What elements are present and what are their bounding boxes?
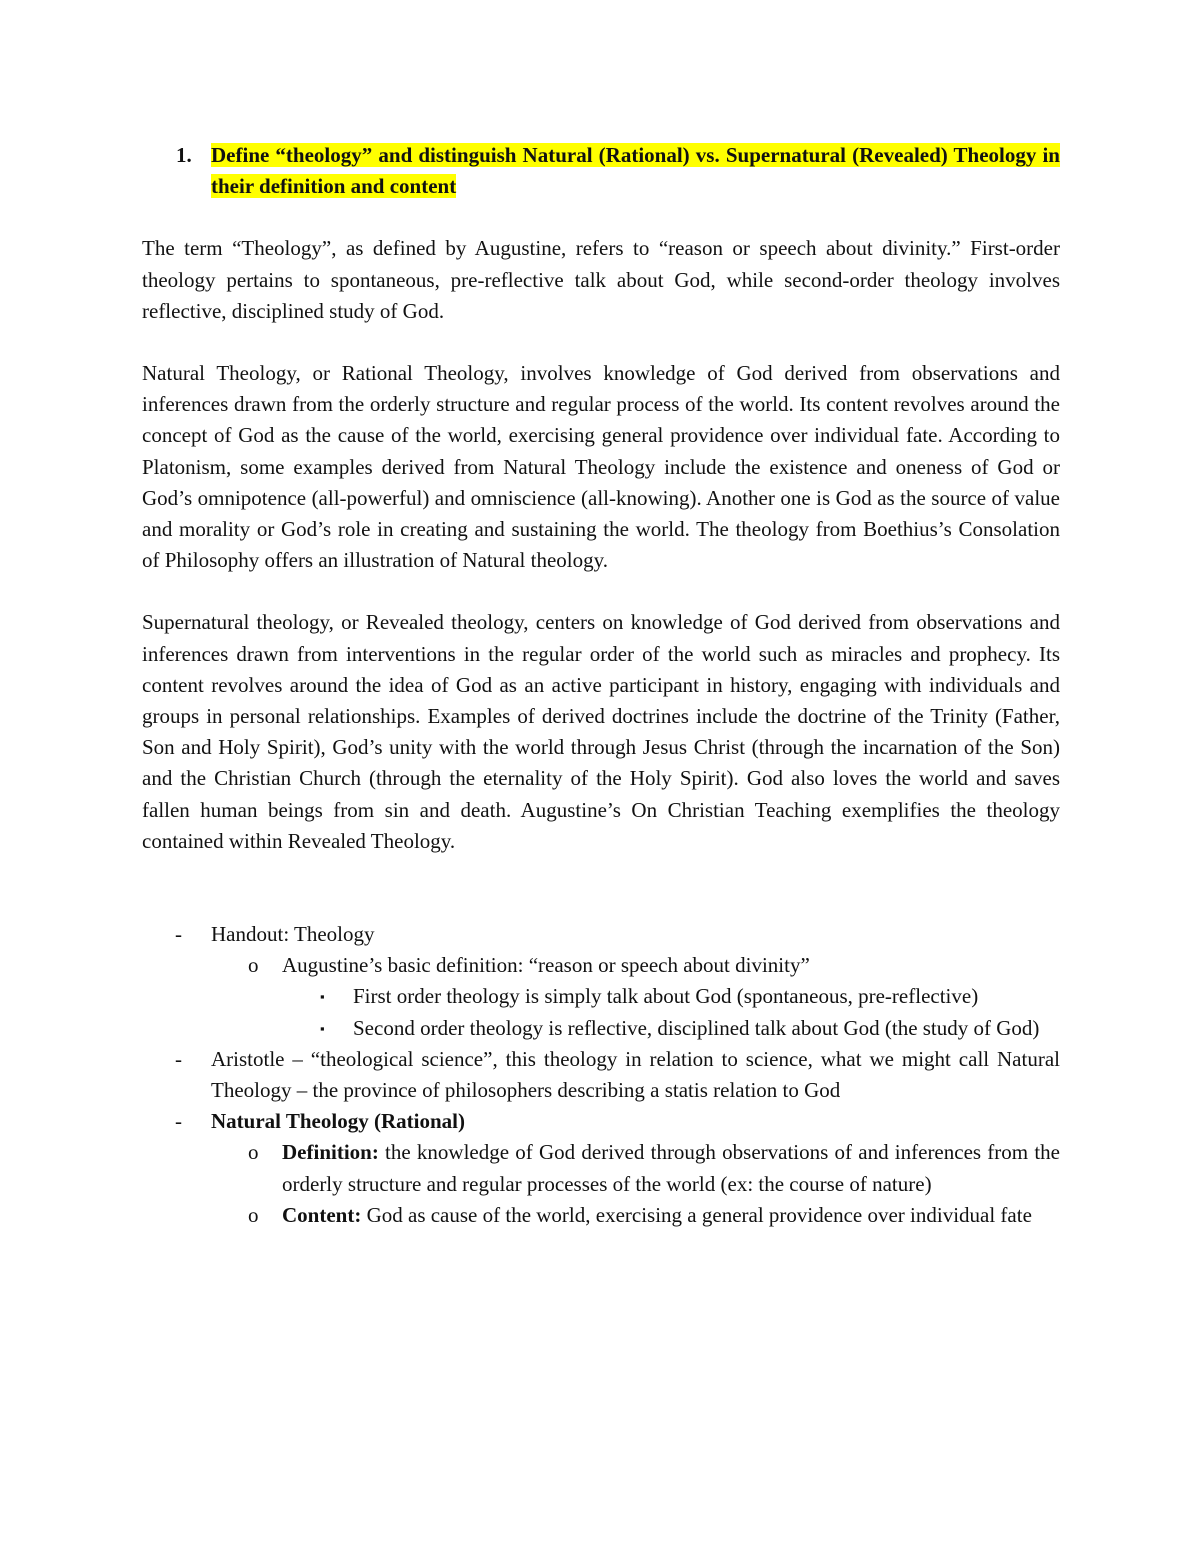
list-item — [142, 1106, 1060, 1137]
note-handout: Handout: Theology — [211, 922, 375, 947]
dash-bullet: - — [175, 922, 182, 947]
question-number: 1. — [176, 143, 192, 167]
list-item — [142, 981, 1060, 1012]
list-item — [142, 1137, 1060, 1199]
circle-bullet: o — [248, 1202, 259, 1227]
list-item — [142, 1200, 1060, 1231]
note-definition-text: the knowledge of God derived through observations of and inferences from the orderly structure and regular processes of the world (ex: the course of nature) — [282, 1140, 1060, 1196]
question-heading — [142, 140, 1060, 202]
paragraph-supernatural-theology: Supernatural theology, or Revealed theology, centers on knowledge of God derived from observations and inferences drawn from interventions in the regular order of the world such as miracles and prophecy. Its content revolves around the idea of God as an active participant in history, engaging with individuals and groups in personal relationships. Examples of derived doctrines include the doctrine of the Trinity (Father, Son and Holy Spirit), God’s unity with the world through Jesus Christ (through the incarnation of the Son) and the Christian Church (through the eternality of the Holy Spirit). God also loves the world and saves fallen human beings from sin and death. Augustine’s On Christian Teaching exemplifies the theology contained within Revealed Theology. — [142, 610, 1060, 853]
circle-bullet: o — [248, 953, 259, 978]
note-augustine-definition: Augustine’s basic definition: “reason or speech about divinity” — [282, 953, 810, 978]
note-first-order: First order theology is simply talk about God (spontaneous, pre-reflective) — [353, 984, 979, 1009]
list-item — [142, 1013, 1060, 1044]
list-item — [142, 919, 1060, 950]
notes-outline — [142, 919, 1060, 1231]
square-bullet: ▪ — [320, 1020, 325, 1036]
note-natural-heading: Natural Theology (Rational) — [211, 1109, 465, 1134]
list-item — [142, 1044, 1060, 1106]
paragraph-natural-theology: Natural Theology, or Rational Theology, involves knowledge of God derived from observations and inferences drawn from the orderly structure and regular process of the world. Its content revolves around the concept of God as the cause of the world, exercising general providence over individual fate. According to Platonism, some examples derived from Natural Theology include the existence and oneness of God or God’s omnipotence (all-powerful) and omniscience (all-knowing). Another one is God as the source of value and morality or God’s role in creating and sustaining the world. The theology from Boethius’s Consolation of Philosophy offers an illustration of Natural theology. — [142, 361, 1060, 573]
note-aristotle: Aristotle – “theological science”, this theology in relation to science, what we might call Natural Theology – the province of philosophers describing a statis relation to God — [211, 1046, 1060, 1103]
list-item — [142, 950, 1060, 981]
question-text: Define “theology” and distinguish Natural (Rational) vs. Supernatural (Revealed) Theology in their definition and content — [211, 143, 1060, 199]
note-content-label: Content: — [282, 1202, 362, 1227]
document-page — [142, 140, 1060, 1231]
dash-bullet: - — [175, 1109, 182, 1134]
note-definition-label: Definition: — [282, 1140, 379, 1165]
paragraph-theology-definition: The term “Theology”, as defined by Augustine, refers to “reason or speech about divinity.” First-order theology pertains to spontaneous, pre-reflective talk about God, while second-order theology involves reflective, disciplined study of God. — [142, 236, 1060, 323]
circle-bullet: o — [248, 1140, 259, 1165]
note-second-order: Second order theology is reflective, disciplined talk about God (the study of God) — [353, 1015, 1040, 1040]
dash-bullet: - — [175, 1046, 182, 1071]
square-bullet: ▪ — [320, 989, 325, 1005]
note-content-text: God as cause of the world, exercising a general providence over individual fate — [361, 1202, 1032, 1227]
